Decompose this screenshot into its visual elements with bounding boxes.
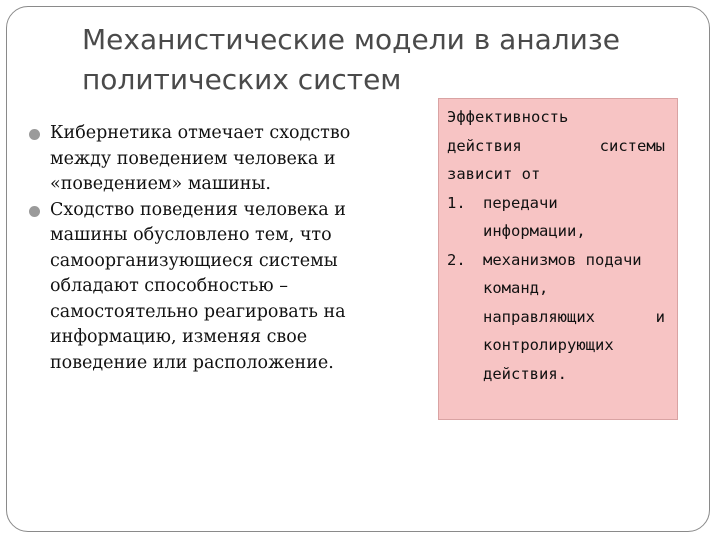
callout-heading-word: системы — [599, 136, 665, 155]
bullet-text: Кибернетика отмечает сходство между поведением человека и «поведением» машины. — [50, 123, 351, 194]
callout-heading-line — [447, 132, 665, 161]
callout-item-word: направляющих — [483, 307, 595, 326]
bullet-item — [28, 121, 398, 198]
callout-heading-line: зависит от — [447, 165, 541, 183]
callout-heading-word: действия — [447, 136, 522, 155]
callout-item-line — [483, 303, 665, 332]
callout-item-line: механизмов подачи — [483, 250, 642, 269]
callout-item-word: и — [655, 307, 665, 326]
callout-item-line: информации, — [483, 222, 586, 240]
callout-heading — [447, 103, 665, 189]
callout-heading-line: Эффективность — [447, 108, 569, 126]
callout-item-number: 1. — [447, 193, 466, 212]
bullet-item — [28, 198, 398, 377]
bullet-text: Сходство поведения человека и машины обусловлено тем, что самоорганизующиеся системы обладают способностью – самостоятельно реагировать на информацию, изменяя свое поведение или расположение. — [50, 199, 346, 373]
callout-item-line: контролирующих — [483, 336, 614, 354]
callout-list-item — [447, 246, 665, 389]
callout-item-line: действия. — [483, 364, 567, 383]
bullet-list — [28, 121, 398, 376]
callout-item-line: передачи — [483, 193, 558, 212]
slide-title: Механистические модели в анализе политических систем — [82, 23, 620, 96]
bullet-dot-icon — [29, 129, 40, 140]
callout-list — [447, 189, 665, 389]
callout-item-number: 2. — [447, 250, 466, 269]
callout-box — [438, 98, 678, 420]
bullet-dot-icon — [29, 206, 40, 217]
callout-list-item — [447, 189, 665, 246]
callout-item-line: команд, — [483, 279, 549, 297]
